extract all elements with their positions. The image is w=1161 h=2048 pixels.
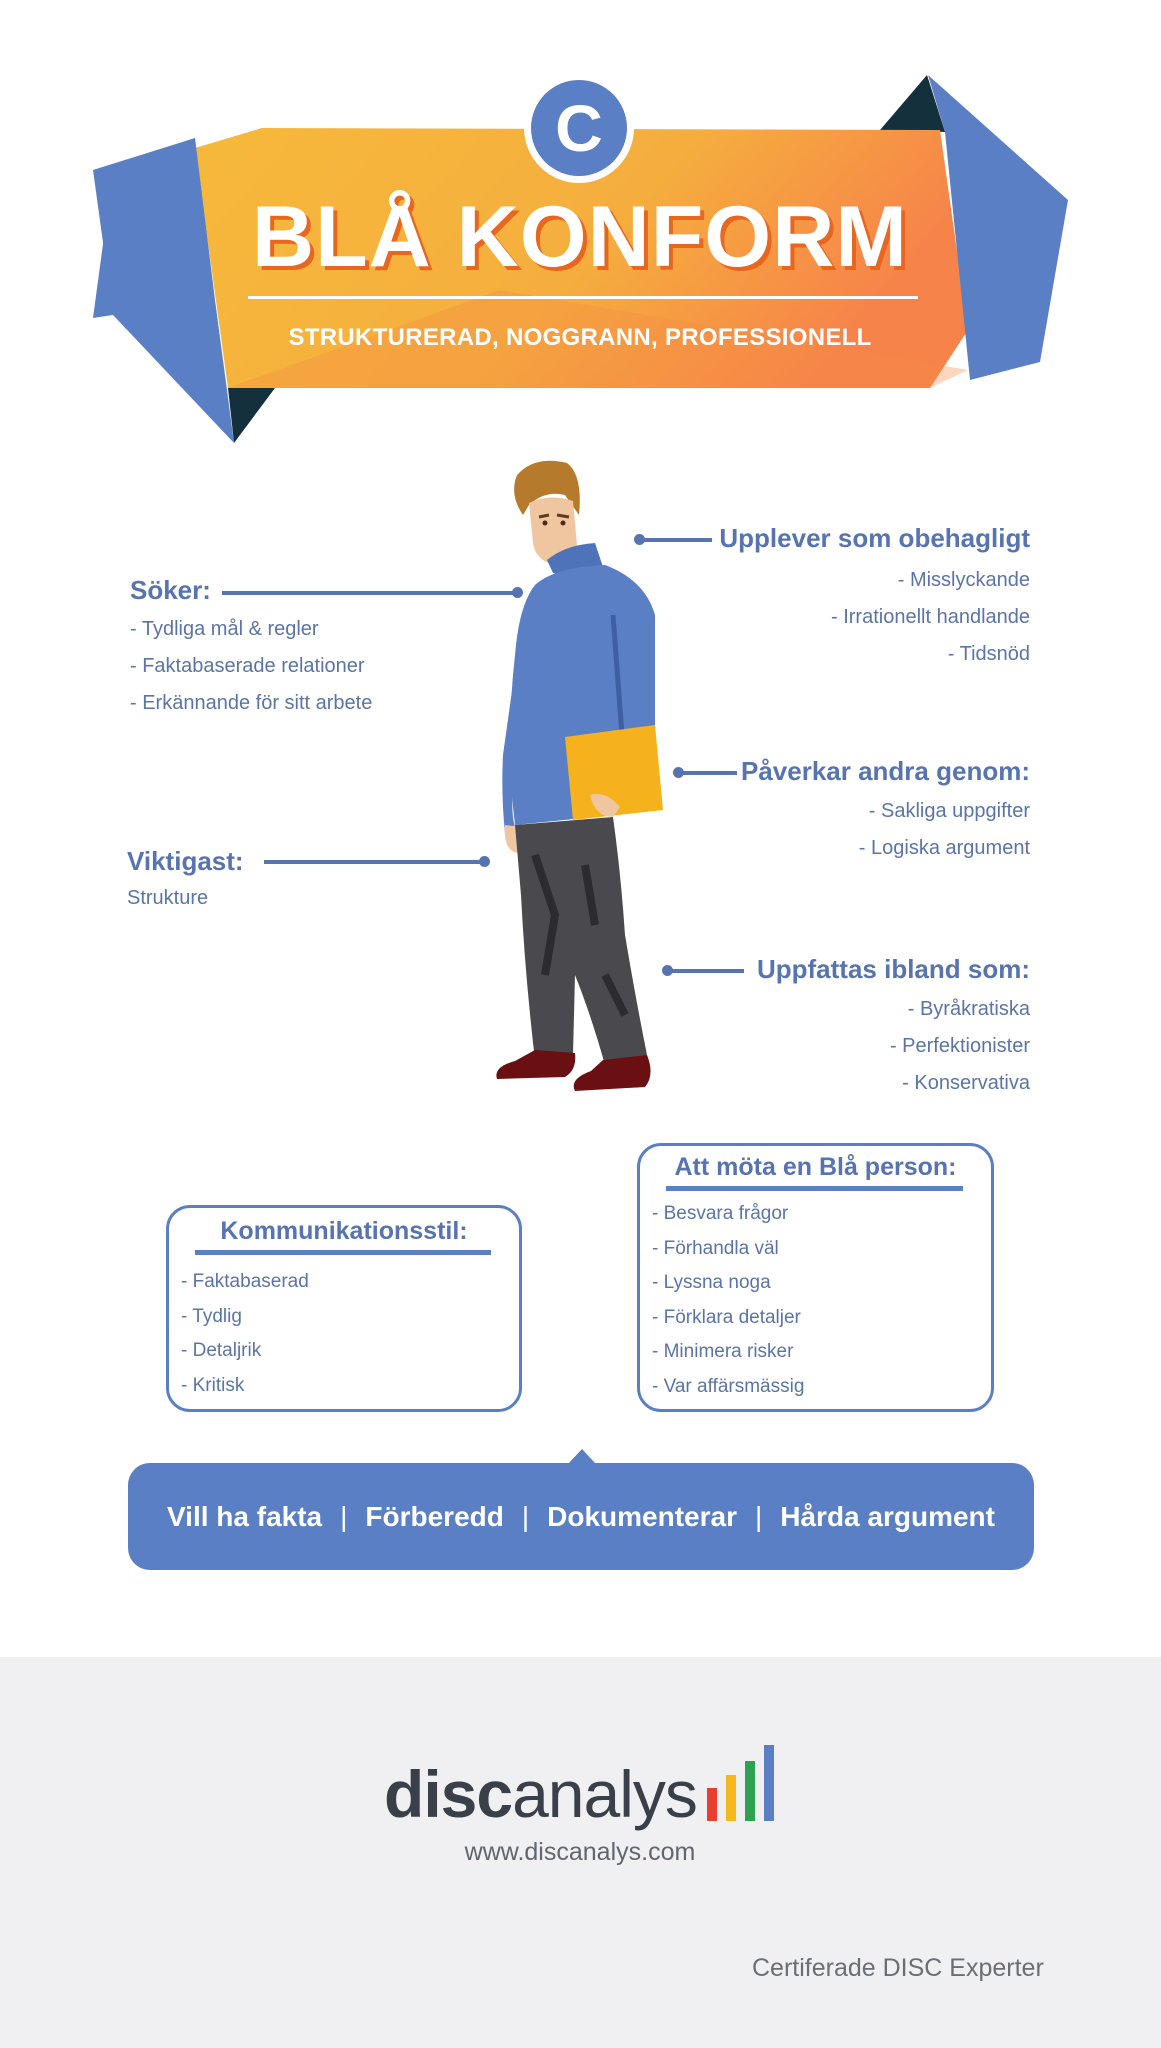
list-item: - Perfektionister <box>889 1035 1030 1057</box>
logo-bold-part: disc <box>384 1757 513 1831</box>
bar-chart-icon <box>707 1745 783 1821</box>
summary-pill <box>128 1463 1034 1570</box>
uncomfortable-heading: Upplever som obehagligt <box>719 523 1030 553</box>
discanalys-logo <box>384 1745 783 1831</box>
list-item: - Misslyckande <box>897 569 1030 591</box>
style-badge <box>524 73 634 183</box>
list-item: - Erkännande för sitt arbete <box>130 692 373 714</box>
list-item: - Var affärsmässig <box>652 1375 805 1397</box>
seeks-connector <box>222 591 518 595</box>
list-item: - Besvara frågor <box>652 1203 789 1224</box>
list-item: - Kritisk <box>181 1374 245 1396</box>
meeting-blue-person-box <box>637 1143 994 1412</box>
page-subtitle: STRUKTURERAD, NOGGRANN, PROFESSIONELL <box>288 324 872 351</box>
tagline: Certiferade DISC Experter <box>752 1954 1044 1982</box>
fold-bottom-left <box>228 388 275 443</box>
page-title: BLÅ KONFORM <box>252 189 908 285</box>
list-item: Strukture <box>127 887 209 909</box>
person-illustration <box>495 455 685 1115</box>
website-link[interactable]: www.discanalys.com <box>464 1838 696 1866</box>
meeting-blue-person-title: Att möta en Blå person: <box>674 1153 957 1181</box>
summary-pill-notch <box>568 1449 596 1464</box>
logo-bar-blue <box>764 1745 774 1821</box>
summary-separator: | <box>521 1500 530 1532</box>
most-important-connector <box>264 860 486 864</box>
seeks-connector-dot <box>512 587 523 598</box>
seeks-list <box>130 611 372 722</box>
list-item: - Förhandla väl <box>652 1237 779 1259</box>
list-item: - Irrationellt handlande <box>830 606 1030 628</box>
summary-item: Dokumenterar <box>547 1500 737 1532</box>
summary-item: Hårda argument <box>780 1500 995 1532</box>
list-item: - Sakliga uppgifter <box>868 800 1030 822</box>
perceived-connector <box>668 969 744 973</box>
list-item: - Tydliga mål & regler <box>130 618 319 640</box>
title-divider <box>248 296 918 299</box>
summary-item: Förberedd <box>365 1500 504 1532</box>
list-item: - Förklara detaljer <box>652 1306 801 1328</box>
summary-separator: | <box>340 1500 348 1532</box>
influences-connector <box>679 771 737 775</box>
list-item: - Tidsnöd <box>947 643 1030 665</box>
influences-list <box>859 793 1030 867</box>
logo-bar-green <box>745 1761 755 1821</box>
list-item: - Faktabaserade relationer <box>130 655 365 677</box>
uncomfortable-connector <box>640 538 712 542</box>
communication-style-box <box>166 1205 522 1412</box>
seeks-heading: Söker: <box>130 575 211 605</box>
list-item: - Minimera risker <box>652 1341 794 1362</box>
most-important-list <box>127 880 208 917</box>
badge-letter: C <box>531 80 627 176</box>
perceived-list <box>890 991 1030 1102</box>
influences-heading: Påverkar andra genom: <box>740 756 1030 786</box>
list-item: - Konservativa <box>902 1072 1030 1094</box>
perceived-heading: Uppfattas ibland som: <box>756 954 1030 984</box>
uncomfortable-list <box>831 562 1030 673</box>
summary-separator: | <box>754 1500 763 1532</box>
list-item: - Lyssna noga <box>652 1272 771 1293</box>
logo-bar-red <box>707 1788 717 1821</box>
communication-style-title: Kommunikationsstil: <box>220 1217 468 1245</box>
list-item: - Faktabaserad <box>181 1271 309 1292</box>
list-item: - Logiska argument <box>858 837 1030 859</box>
most-important-connector-dot <box>479 856 490 867</box>
box-divider <box>195 1250 491 1255</box>
summary-item: Vill ha fakta <box>167 1500 323 1532</box>
logo-wordmark <box>384 1757 697 1831</box>
box-divider <box>666 1186 963 1191</box>
logo-light-part: analys <box>512 1757 697 1831</box>
logo-bar-yellow <box>726 1775 736 1821</box>
list-item: - Detaljrik <box>181 1340 262 1361</box>
list-item: - Tydlig <box>181 1305 242 1327</box>
most-important-heading: Viktigast: <box>127 846 244 876</box>
list-item: - Byråkratiska <box>907 998 1030 1020</box>
